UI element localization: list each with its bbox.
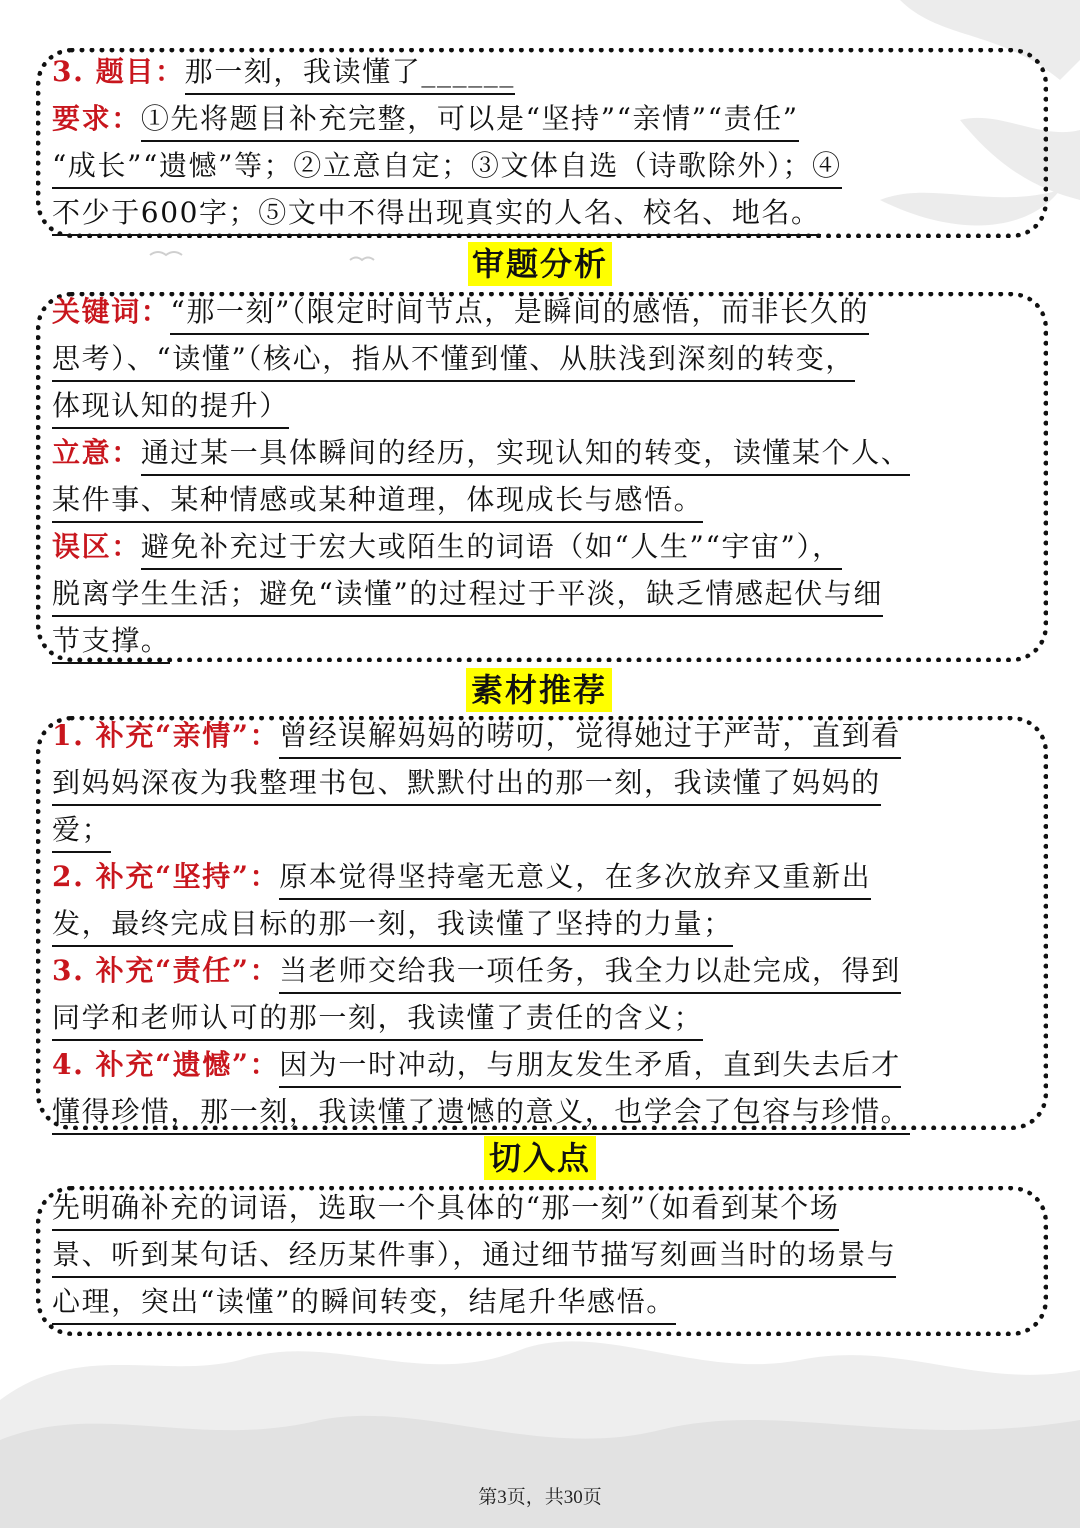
entry-line [52, 1188, 896, 1235]
analysis-lines [52, 292, 910, 668]
requirement-text: 不少于600字；⑤文中不得出现真实的人名、校名、地名。 [52, 193, 821, 236]
analysis-line [52, 433, 910, 480]
material-text: 当老师交给我一项任务，我全力以赴完成，得到 [279, 951, 901, 994]
analysis-line [52, 574, 910, 621]
material-item-line [52, 1045, 910, 1092]
requirement-line [52, 146, 842, 193]
material-text: 爱； [52, 810, 111, 853]
material-text: 曾经误解妈妈的唠叨，觉得她过于严苛，直到看 [279, 716, 901, 759]
materials-lines [52, 716, 910, 1139]
topic-title-line [52, 52, 842, 99]
analysis-line [52, 621, 910, 668]
material-item-label: 4. 补充“遗憾”： [52, 1048, 280, 1081]
material-text: 原本觉得坚持毫无意义，在多次放弃又重新出 [279, 857, 871, 900]
material-item-line [52, 998, 910, 1045]
topic-label: 3. 题目： [52, 55, 185, 88]
material-item-label: 2. 补充“坚持”： [52, 860, 280, 893]
analysis-text: 节支撑。 [52, 621, 170, 664]
material-text: 同学和老师认可的那一刻，我读懂了责任的含义； [52, 998, 703, 1041]
material-item-line [52, 810, 910, 857]
analysis-text: 思考）、“读懂”（核心，指从不懂到懂、从肤浅到深刻的转变， [52, 339, 855, 382]
theme-label: 立意： [52, 436, 141, 469]
analysis-text: 某件事、某种情感或某种道理，体现成长与感悟。 [52, 480, 703, 523]
entry-text: 心理，突出“读懂”的瞬间转变，结尾升华感悟。 [52, 1282, 676, 1325]
page-number: 第3页，共30页 [478, 1487, 602, 1508]
analysis-text: 避免补充过于宏大或陌生的词语（如“人生”“宇宙”）， [141, 527, 842, 570]
requirement-line [52, 99, 842, 146]
topic-lines [52, 52, 842, 240]
analysis-text: 体现认知的提升） [52, 386, 289, 429]
requirement-text: “成长”“遗憾”等；②立意自定；③文体自选（诗歌除外）；④ [52, 146, 842, 189]
topic-text: 那一刻，我读懂了______ [185, 52, 515, 95]
material-item-line [52, 1092, 910, 1139]
entry-line [52, 1235, 896, 1282]
entry-line [52, 1282, 896, 1329]
requirement-text: ①先将题目补充完整，可以是“坚持”“亲情”“责任” [141, 99, 799, 142]
material-text: 到妈妈深夜为我整理书包、默默付出的那一刻，我读懂了妈妈的 [52, 763, 881, 806]
analysis-line [52, 480, 910, 527]
analysis-text: 通过某一具体瞬间的经历，实现认知的转变，读懂某个人、 [141, 433, 911, 476]
analysis-line [52, 339, 910, 386]
keyword-label: 关键词： [52, 295, 171, 328]
analysis-text: “那一刻”（限定时间节点，是瞬间的感悟，而非长久的 [170, 292, 869, 335]
material-item-line [52, 763, 910, 810]
material-item-label: 3. 补充“责任”： [52, 954, 280, 987]
requirement-label: 要求： [52, 102, 141, 135]
material-item-line [52, 857, 910, 904]
material-text: 发，最终完成目标的那一刻，我读懂了坚持的力量； [52, 904, 733, 947]
entry-text: 先明确补充的词语，选取一个具体的“那一刻”（如看到某个场 [52, 1188, 839, 1231]
pitfall-label: 误区： [52, 530, 141, 563]
analysis-line [52, 386, 910, 433]
analysis-heading: 审题分析 [468, 242, 612, 286]
material-item-line [52, 904, 910, 951]
entry-lines [52, 1188, 896, 1329]
materials-heading: 素材推荐 [466, 668, 612, 712]
material-item-label: 1. 补充“亲情”： [52, 719, 280, 752]
material-item-line [52, 716, 910, 763]
analysis-line [52, 527, 910, 574]
material-text: 因为一时冲动，与朋友发生矛盾，直到失去后才 [279, 1045, 901, 1088]
analysis-line [52, 292, 910, 339]
material-text: 懂得珍惜，那一刻，我读懂了遗憾的意义，也学会了包容与珍惜。 [52, 1092, 910, 1135]
material-item-line [52, 951, 910, 998]
requirement-line [52, 193, 842, 240]
entry-heading: 切入点 [484, 1136, 596, 1180]
analysis-text: 脱离学生生活；避免“读懂”的过程过于平淡，缺乏情感起伏与细 [52, 574, 883, 617]
entry-text: 景、听到某句话、经历某件事），通过细节描写刻画当时的场景与 [52, 1235, 896, 1278]
